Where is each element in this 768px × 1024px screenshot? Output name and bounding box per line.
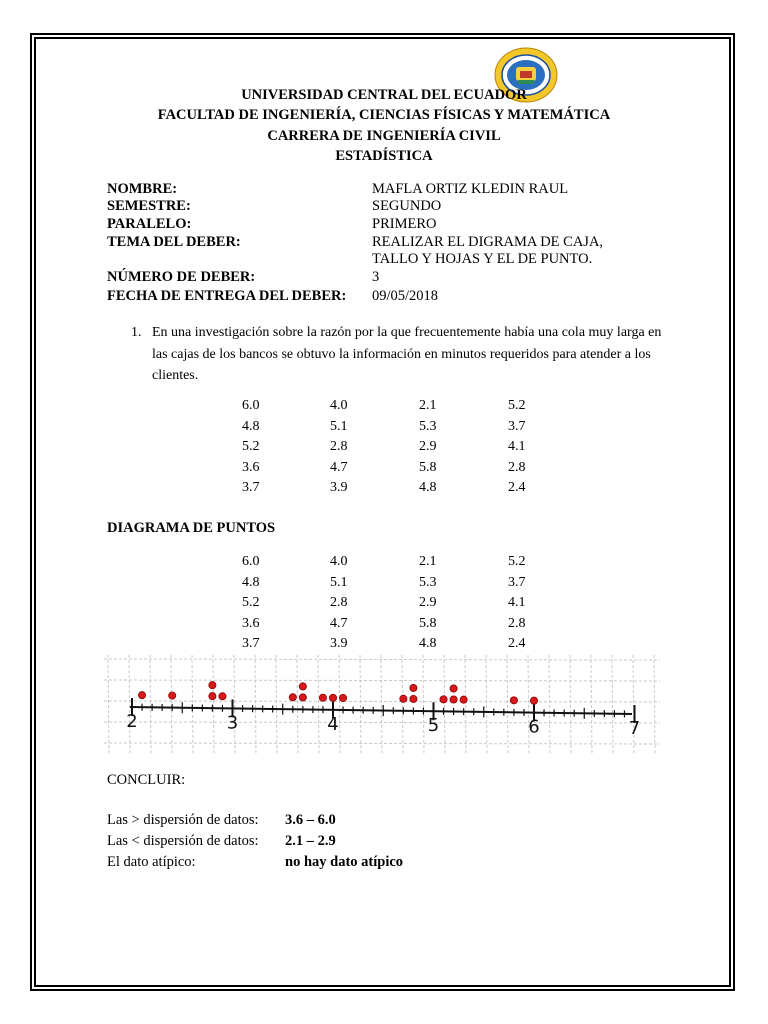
info-value-tema: REALIZAR EL DIGRAMA DE CAJA, <box>372 234 604 250</box>
section-title: DIAGRAMA DE PUNTOS <box>107 520 276 536</box>
grid-line <box>360 655 361 755</box>
axis-label: 6 <box>528 716 540 738</box>
table-repeat-cell: 5.1 <box>330 574 348 590</box>
info-value-fecha: 09/05/2018 <box>372 288 439 304</box>
table-repeat-cell: 6.0 <box>242 554 260 569</box>
table-repeat-cell: 2.1 <box>419 554 437 569</box>
grid-line <box>213 655 214 755</box>
data-dot <box>219 693 226 700</box>
grid-line <box>612 655 613 755</box>
table-cell: 5.2 <box>242 439 260 455</box>
info-label-semestre: SEMESTRE: <box>107 198 191 214</box>
grid-line <box>255 655 256 755</box>
table-cell: 4.8 <box>419 480 437 496</box>
grid-line <box>507 655 508 755</box>
conclusion-value-min: 2.1 – 2.9 <box>285 833 336 849</box>
table-repeat-cell: 3.7 <box>242 636 260 652</box>
conclusion-value-max: 3.6 – 6.0 <box>285 812 336 828</box>
grid-line <box>104 701 660 702</box>
table-cell: 5.1 <box>330 418 348 434</box>
table-repeat-cell: 2.4 <box>508 636 526 652</box>
data-dot <box>209 682 216 689</box>
data-dot <box>450 685 457 692</box>
grid-line <box>486 655 487 755</box>
grid-line <box>108 655 109 755</box>
university-name: UNIVERSIDAD CENTRAL DEL ECUADOR <box>241 87 527 103</box>
conclusion-label-max: Las > dispersión de datos: <box>107 812 259 828</box>
axis-label: 3 <box>226 712 239 734</box>
table-repeat-cell: 2.9 <box>419 595 437 611</box>
grid-line <box>276 655 277 755</box>
question-text: En una investigación sobre la razón por la que frecuentemente había una cola muy larga en las cajas de los bancos se obtuvo la información en minutos requeridos para atender a los clientes. <box>152 325 662 383</box>
grid-line <box>654 655 655 755</box>
grid-line <box>528 655 529 755</box>
table-repeat-cell: 3.7 <box>508 574 526 590</box>
data-dot <box>319 694 326 701</box>
table-repeat-cell: 5.8 <box>419 615 437 631</box>
data-dot <box>450 696 457 703</box>
table-repeat-cell: 4.8 <box>242 574 260 590</box>
grid-line <box>104 743 660 744</box>
table-cell: 3.7 <box>508 418 526 434</box>
data-dot <box>400 695 407 702</box>
table-cell: 3.6 <box>242 459 260 475</box>
info-value-tema-line2: TALLO Y HOJAS Y EL DE PUNTO. <box>372 251 593 267</box>
axis-label: 5 <box>427 715 440 737</box>
data-dot <box>299 683 306 690</box>
graph-paper-grid <box>104 655 660 755</box>
data-dot <box>530 697 537 704</box>
table-cell: 3.9 <box>330 480 348 496</box>
info-label-paralelo: PARALELO: <box>107 216 192 232</box>
table-repeat-cell: 3.6 <box>242 615 260 631</box>
grid-line <box>150 655 151 755</box>
grid-line <box>444 655 445 755</box>
number-line-axis <box>130 707 632 714</box>
data-dot <box>289 694 296 701</box>
grid-line <box>381 655 382 755</box>
info-label-fecha: FECHA DE ENTREGA DEL DEBER: <box>107 288 347 304</box>
table-cell: 2.8 <box>508 459 526 475</box>
table-cell: 3.7 <box>242 480 260 496</box>
table-cell: 2.8 <box>330 439 348 455</box>
table-repeat-cell: 4.1 <box>508 595 526 611</box>
grid-line <box>633 655 634 755</box>
table-repeat-cell: 2.8 <box>508 615 526 631</box>
grid-line <box>318 655 319 755</box>
table-cell: 4.8 <box>242 418 260 434</box>
table-cell: 5.8 <box>419 459 437 475</box>
dot-plot <box>104 655 660 755</box>
info-value-nombre: MAFLA ORTIZ KLEDIN RAUL <box>372 181 569 197</box>
data-dot <box>169 692 176 699</box>
table-repeat-cell: 2.8 <box>330 595 348 611</box>
grid-line <box>591 655 592 755</box>
table-cell: 4.0 <box>330 398 348 413</box>
info-label-numero: NÚMERO DE DEBER: <box>107 269 256 285</box>
grid-line <box>423 655 424 755</box>
grid-line <box>104 680 660 681</box>
table-repeat-cell: 4.0 <box>330 554 348 569</box>
table-cell: 4.1 <box>508 439 526 455</box>
grid-line <box>104 659 660 660</box>
career-name: CARRERA DE INGENIERÍA CIVIL <box>267 128 501 144</box>
table-repeat-cell: 5.3 <box>419 574 437 590</box>
table-cell: 5.2 <box>508 398 526 413</box>
axis-label: 2 <box>126 711 138 733</box>
info-value-numero: 3 <box>372 269 380 285</box>
question-number: 1. <box>131 325 142 340</box>
subject-name: ESTADÍSTICA <box>335 148 433 164</box>
data-dot <box>440 696 447 703</box>
table-cell: 4.7 <box>330 459 348 475</box>
conclusion-title: CONCLUIR: <box>107 772 186 788</box>
conclusion-label-min: Las < dispersión de datos: <box>107 833 259 849</box>
faculty-name: FACULTAD DE INGENIERÍA, CIENCIAS FÍSICAS Y MATEMÁTICA <box>157 107 611 123</box>
table-repeat-cell: 4.8 <box>419 636 437 652</box>
table-repeat-cell: 5.2 <box>508 554 526 569</box>
table-cell: 6.0 <box>242 398 260 413</box>
data-dot <box>209 693 216 700</box>
conclusion-label-outlier: El dato atípico: <box>107 854 196 870</box>
grid-line <box>570 655 571 755</box>
table-cell: 2.1 <box>419 398 437 413</box>
table-repeat-cell: 3.9 <box>330 636 348 652</box>
grid-line <box>465 655 466 755</box>
grid-line <box>129 655 130 755</box>
grid-line <box>549 655 550 755</box>
grid-line <box>402 655 403 755</box>
info-value-semestre: SEGUNDO <box>372 198 442 214</box>
data-dot <box>460 696 467 703</box>
axis-label: 4 <box>327 713 339 735</box>
info-label-nombre: NOMBRE: <box>107 181 178 197</box>
table-cell: 2.9 <box>419 439 437 455</box>
conclusion-value-outlier: no hay dato atípico <box>285 854 404 870</box>
table-cell: 2.4 <box>508 480 526 496</box>
data-dot <box>339 694 346 701</box>
data-dot <box>329 694 336 701</box>
data-dot <box>410 695 417 702</box>
grid-line <box>297 655 298 755</box>
grid-line <box>339 655 340 755</box>
axis-label: 7 <box>628 718 641 740</box>
grid-line <box>234 655 235 755</box>
data-dot <box>138 692 145 699</box>
info-value-paralelo: PRIMERO <box>372 216 437 232</box>
data-dots <box>138 682 537 705</box>
data-dot <box>510 697 517 704</box>
table-cell: 5.3 <box>419 418 437 434</box>
data-dot <box>410 684 417 691</box>
info-label-tema: TEMA DEL DEBER: <box>107 234 241 250</box>
table-repeat-cell: 5.2 <box>242 595 260 611</box>
table-repeat-cell: 4.7 <box>330 615 348 631</box>
data-dot <box>299 694 306 701</box>
